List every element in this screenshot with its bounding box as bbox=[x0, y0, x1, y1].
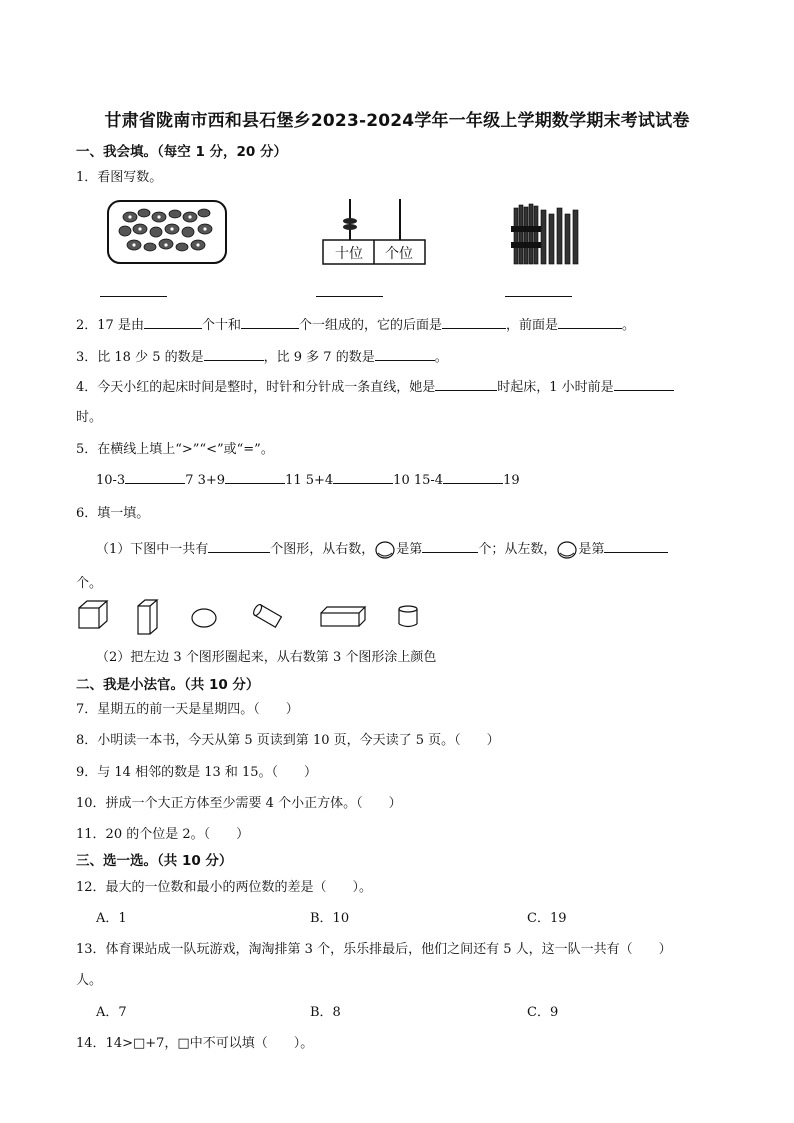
sticks-picture bbox=[508, 200, 582, 266]
blank[interactable] bbox=[422, 539, 478, 553]
question-9: 9．与 14 相邻的数是 13 和 15。（ ） bbox=[76, 765, 318, 780]
question-4: 4．今天小红的起床时间是整时，时针和分针成一条直线，她是 时起床，1 小时前是 bbox=[76, 376, 674, 395]
question-4-end: 时。 bbox=[76, 410, 103, 425]
blank[interactable] bbox=[241, 315, 299, 329]
answer-line-3[interactable] bbox=[505, 296, 572, 297]
question-13-end: 人。 bbox=[76, 973, 103, 988]
question-8: 8．小明读一本书，今天从第 5 页读到第 10 页，今天读了 5 页。（ ） bbox=[76, 733, 500, 748]
page-title: 甘肃省陇南市西和县石堡乡2023-2024学年一年级上学期数学期末考试试卷 bbox=[104, 111, 690, 131]
flat-cuboid-icon bbox=[320, 606, 368, 628]
answer-line-2[interactable] bbox=[316, 296, 383, 297]
question-6-1-end: 个。 bbox=[76, 576, 103, 591]
blank[interactable] bbox=[435, 377, 497, 391]
blank[interactable] bbox=[333, 470, 393, 484]
blank[interactable] bbox=[204, 347, 264, 361]
question-14: 14．14>□+7，□中不可以填（ ）。 bbox=[76, 1036, 314, 1051]
cylinder-icon bbox=[397, 605, 421, 629]
question-7: 7．星期五的前一天是星期四。（ ） bbox=[76, 702, 299, 717]
blank[interactable] bbox=[375, 347, 435, 361]
cube-icon bbox=[78, 600, 114, 630]
blank[interactable] bbox=[144, 315, 202, 329]
sphere-icon bbox=[374, 541, 396, 559]
question-12: 12．最大的一位数和最小的两位数的差是（ ）。 bbox=[76, 880, 373, 895]
question-5-items: 10-3 7 3+9 11 5+4 10 15-4 19 bbox=[96, 470, 520, 488]
blank[interactable] bbox=[208, 539, 270, 553]
blank[interactable] bbox=[442, 315, 506, 329]
q13-option-a[interactable]: A．7 bbox=[96, 1005, 127, 1020]
question-6: 6．填一填。 bbox=[76, 506, 150, 521]
section-3-heading: 三、选一选。（共 10 分） bbox=[76, 853, 233, 869]
question-3: 3．比 18 少 5 的数是 ，比 9 多 7 的数是 。 bbox=[76, 346, 448, 365]
question-2: 2．17 是由 个十和 个一组成的，它的后面是 ，前面是 。 bbox=[76, 314, 635, 333]
question-11: 11．20 的个位是 2。（ ） bbox=[76, 827, 250, 842]
question-6-2: （2）把左边 3 个图形圈起来，从右数第 3 个图形涂上颜色 bbox=[96, 650, 437, 665]
tens-place-label: 十位 bbox=[335, 246, 363, 262]
q13-option-b[interactable]: B．8 bbox=[310, 1005, 341, 1020]
section-1-heading: 一、我会填。（每空 1 分，20 分） bbox=[76, 144, 288, 160]
blank[interactable] bbox=[225, 470, 285, 484]
answer-line-1[interactable] bbox=[100, 296, 167, 297]
q13-option-c[interactable]: C．9 bbox=[527, 1005, 559, 1020]
abacus-picture bbox=[322, 197, 426, 267]
blank[interactable] bbox=[443, 470, 503, 484]
sphere-icon bbox=[556, 541, 578, 559]
question-13: 13．体育课站成一队玩游戏，淘淘排第 3 个，乐乐排最后，他们之间还有 5 人，这一队一共有（ ） bbox=[76, 942, 672, 957]
question-10: 10．拼成一个大正方体至少需要 4 个小正方体。（ ） bbox=[76, 796, 402, 811]
blank[interactable] bbox=[558, 315, 622, 329]
sphere-shape-icon bbox=[190, 607, 220, 629]
q12-option-b[interactable]: B．10 bbox=[310, 911, 350, 926]
cuboid-icon bbox=[136, 599, 162, 637]
section-2-heading: 二、我是小法官。（共 10 分） bbox=[76, 677, 260, 693]
q12-option-c[interactable]: C．19 bbox=[527, 911, 567, 926]
q12-option-a[interactable]: A．1 bbox=[96, 911, 127, 926]
blank[interactable] bbox=[604, 539, 668, 553]
blank[interactable] bbox=[125, 470, 185, 484]
blank[interactable] bbox=[614, 377, 674, 391]
question-5: 5．在横线上填上“>”“<”或“=”。 bbox=[76, 442, 274, 457]
question-6-1: （1）下图中一共有 个图形，从右数， 是第 个；从左数， 是第 bbox=[96, 538, 668, 559]
cylinder-lying-icon bbox=[250, 603, 286, 629]
ones-place-label: 个位 bbox=[385, 246, 413, 262]
flowers-picture bbox=[106, 199, 228, 265]
question-1: 1．看图写数。 bbox=[76, 170, 163, 185]
